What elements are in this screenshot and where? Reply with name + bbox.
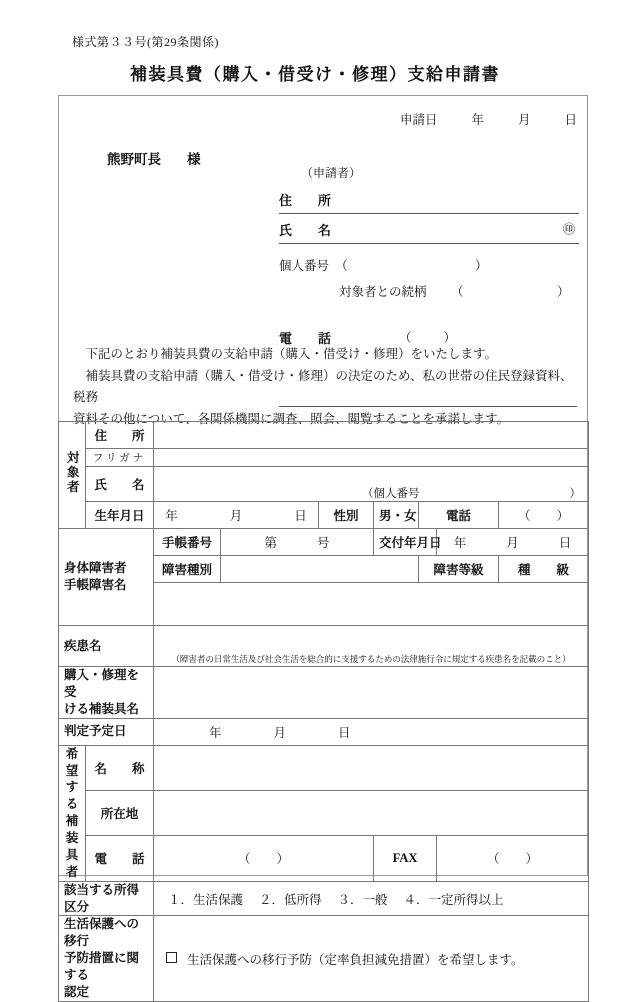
page-title: 補装具費（購入・借受け・修理）支給申請書	[130, 65, 500, 84]
table-row	[59, 449, 589, 467]
disease-note: （障害者の日常生活及び社会生活を総合的に支援するための法律施行令に規定する疾患名を記載のこと）	[171, 654, 571, 664]
judgement-value[interactable]	[154, 718, 589, 745]
addressee-honorific: 様	[187, 152, 201, 167]
applicant-tel-open-paren: （	[399, 331, 412, 345]
handbook-type-label: 障害種別	[154, 556, 221, 583]
table-row	[59, 718, 589, 745]
table-row	[59, 881, 589, 916]
welfare-label	[59, 916, 154, 1001]
handbook-row-label-line1: 身体障害者	[64, 561, 127, 576]
handbook-issue-year: 年	[453, 536, 467, 550]
table-row	[59, 745, 589, 790]
handbook-grade-label: 障害等級	[419, 556, 499, 583]
application-date-day: 日	[564, 113, 577, 127]
subject-birthdate-value[interactable]	[154, 502, 319, 529]
applicant-address-row[interactable]	[279, 184, 579, 214]
income-option-3[interactable]: ３．一般	[337, 892, 388, 907]
form-frame	[58, 95, 588, 999]
disease-value[interactable]	[154, 626, 589, 667]
addressee-name: 熊野町長	[107, 152, 161, 167]
table-row	[59, 836, 589, 881]
subject-birth-day: 日	[294, 509, 307, 523]
consent-line-3: 資料その他について、各関係機関に調査、照会、閲覧することを承諾します。	[73, 411, 510, 426]
judgement-year: 年	[209, 725, 222, 740]
applicant-mynumber-label: 個人番号 （	[279, 259, 348, 273]
vendor-name-label: 名 称	[86, 745, 154, 790]
form-table	[58, 421, 589, 1002]
welfare-label-line2: 予防措置に関する	[64, 951, 140, 982]
device-label-line2: ける補装具名	[64, 701, 140, 716]
vendor-location-label: 所在地	[86, 790, 154, 835]
application-date-month: 月	[517, 113, 531, 127]
subject-address-value[interactable]	[154, 422, 589, 449]
subject-vertical-label	[59, 422, 86, 529]
device-value[interactable]	[154, 667, 589, 719]
handbook-grade-kind: 種	[518, 563, 531, 577]
subject-vertical-label-text: 対象者	[65, 451, 80, 495]
applicant-tag: （申請者）	[301, 166, 362, 180]
applicant-tel-label: 電 話	[279, 331, 332, 346]
vendor-label-line2: る補装	[65, 797, 79, 845]
vendor-vertical-label	[59, 745, 86, 881]
subject-birthdate-label: 生年月日	[86, 502, 154, 529]
handbook-number-prefix: 第	[264, 536, 277, 550]
application-date-year: 年	[471, 113, 484, 127]
vendor-label-line3: 具者	[65, 847, 79, 879]
handbook-issue-day: 日	[558, 536, 572, 550]
applicant-relation-row[interactable]	[279, 282, 579, 306]
judgement-label: 判定予定日	[59, 718, 154, 745]
subject-address-label: 住 所	[86, 422, 154, 449]
vendor-tel-open-paren: （	[237, 852, 251, 867]
applicant-address-label: 住 所	[279, 193, 332, 208]
handbook-number-suffix: 号	[317, 536, 330, 550]
subject-name-value[interactable]	[154, 467, 589, 502]
vendor-tel-label: 電 話	[86, 836, 154, 881]
welfare-checkbox-text: 生活保護への移行予防（定率負担減免措置）を希望します。	[187, 952, 524, 967]
vendor-fax-open-paren: （	[487, 852, 500, 867]
vendor-tel-value[interactable]	[154, 836, 374, 881]
subject-tel-close-paren: ）	[556, 509, 570, 523]
consent-line-1: 下記のとおり補装具費の支給申請（購入・借受け・修理）をいたします。	[85, 347, 498, 361]
handbook-issue-month: 月	[506, 536, 519, 550]
handbook-issue-date-label: 交付年月日	[374, 529, 437, 556]
handbook-grade-level: 級	[556, 563, 570, 577]
income-label: 該当する所得区分	[59, 881, 154, 916]
vendor-fax-close-paren: ）	[525, 852, 539, 867]
subject-tel-value[interactable]	[499, 502, 589, 529]
handbook-number-label: 手帳番号	[154, 529, 221, 556]
disease-label: 疾患名	[59, 626, 154, 667]
welfare-label-line1: 生活保護への移行	[64, 917, 140, 949]
vendor-label-line1: 希望す	[65, 746, 79, 795]
applicant-mynumber-close-paren: ）	[475, 259, 488, 273]
vendor-location-value[interactable]	[154, 790, 589, 835]
seal-icon: ㊞	[562, 222, 575, 236]
subject-furigana-label	[86, 449, 154, 467]
welfare-checkbox[interactable]	[166, 952, 177, 963]
handbook-grade-value[interactable]	[499, 556, 589, 583]
table-row	[59, 667, 589, 719]
table-row	[59, 529, 589, 556]
consent-paragraph	[73, 344, 575, 430]
handbook-disability-name-value[interactable]	[154, 583, 589, 626]
welfare-label-line3: 認定	[64, 984, 90, 999]
income-option-1[interactable]: １．生活保護	[168, 892, 244, 907]
addressee	[107, 148, 201, 168]
subject-birth-month: 月	[229, 509, 243, 523]
application-date-label: 申請日	[399, 113, 438, 127]
judgement-month: 月	[273, 725, 287, 740]
subject-furigana-value[interactable]	[154, 449, 589, 467]
vendor-name-value[interactable]	[154, 745, 589, 790]
welfare-value[interactable]	[154, 916, 589, 1001]
income-option-2[interactable]: ２．低所得	[259, 892, 322, 907]
handbook-row-label-line2: 手帳障害名	[64, 578, 127, 592]
applicant-name-row[interactable]	[279, 214, 579, 244]
device-label-line1: 購入・修理を受	[64, 668, 140, 699]
subject-mynumber-close-paren: ）	[569, 488, 582, 500]
vendor-fax-value[interactable]	[437, 836, 589, 881]
subject-furigana-label-text: フリガナ	[92, 453, 147, 464]
consent-line-2: 補装具費の支給申請（購入・借受け・修理）の決定のため、私の世帯の住民登録資料、税務	[73, 368, 573, 404]
table-row	[59, 790, 589, 835]
applicant-fields	[279, 164, 579, 358]
income-option-4[interactable]: ４．一定所得以上	[403, 892, 504, 907]
subject-mynumber-inline	[362, 485, 581, 501]
table-row	[59, 502, 589, 529]
table-row	[59, 422, 589, 449]
application-date-line	[400, 110, 577, 128]
subject-name-label: 氏 名	[86, 467, 154, 502]
handbook-type-value[interactable]	[221, 556, 419, 583]
subject-birth-year: 年	[165, 509, 178, 523]
handbook-row-label	[59, 529, 154, 626]
table-row	[59, 467, 589, 502]
handbook-number-value[interactable]	[221, 529, 374, 556]
applicant-tel-close-paren: ）	[443, 331, 457, 345]
applicant-mynumber-row[interactable]	[279, 256, 579, 282]
handbook-issue-date-value[interactable]	[437, 529, 589, 556]
vendor-tel-close-paren: ）	[276, 852, 290, 867]
vendor-fax-label: FAX	[374, 836, 437, 881]
judgement-day: 日	[338, 725, 351, 740]
applicant-relation-open-paren: （	[451, 285, 464, 299]
subject-tel-label: 電話	[419, 502, 499, 529]
applicant-relation-close-paren: ）	[557, 285, 570, 299]
income-options[interactable]	[154, 881, 589, 916]
subject-gender-label: 性別	[319, 502, 374, 529]
applicant-relation-label: 対象者との続柄	[339, 285, 427, 299]
subject-mynumber-label: （個人番号	[362, 488, 420, 500]
device-label	[59, 667, 154, 719]
subject-tel-open-paren: （	[518, 509, 531, 523]
table-row	[59, 626, 589, 667]
table-row	[59, 916, 589, 1001]
form-number: 様式第３３号(第29条関係)	[72, 35, 219, 49]
applicant-section	[59, 96, 587, 426]
applicant-name-label: 氏 名	[279, 223, 332, 238]
subject-gender-options[interactable]: 男・女	[374, 502, 419, 529]
